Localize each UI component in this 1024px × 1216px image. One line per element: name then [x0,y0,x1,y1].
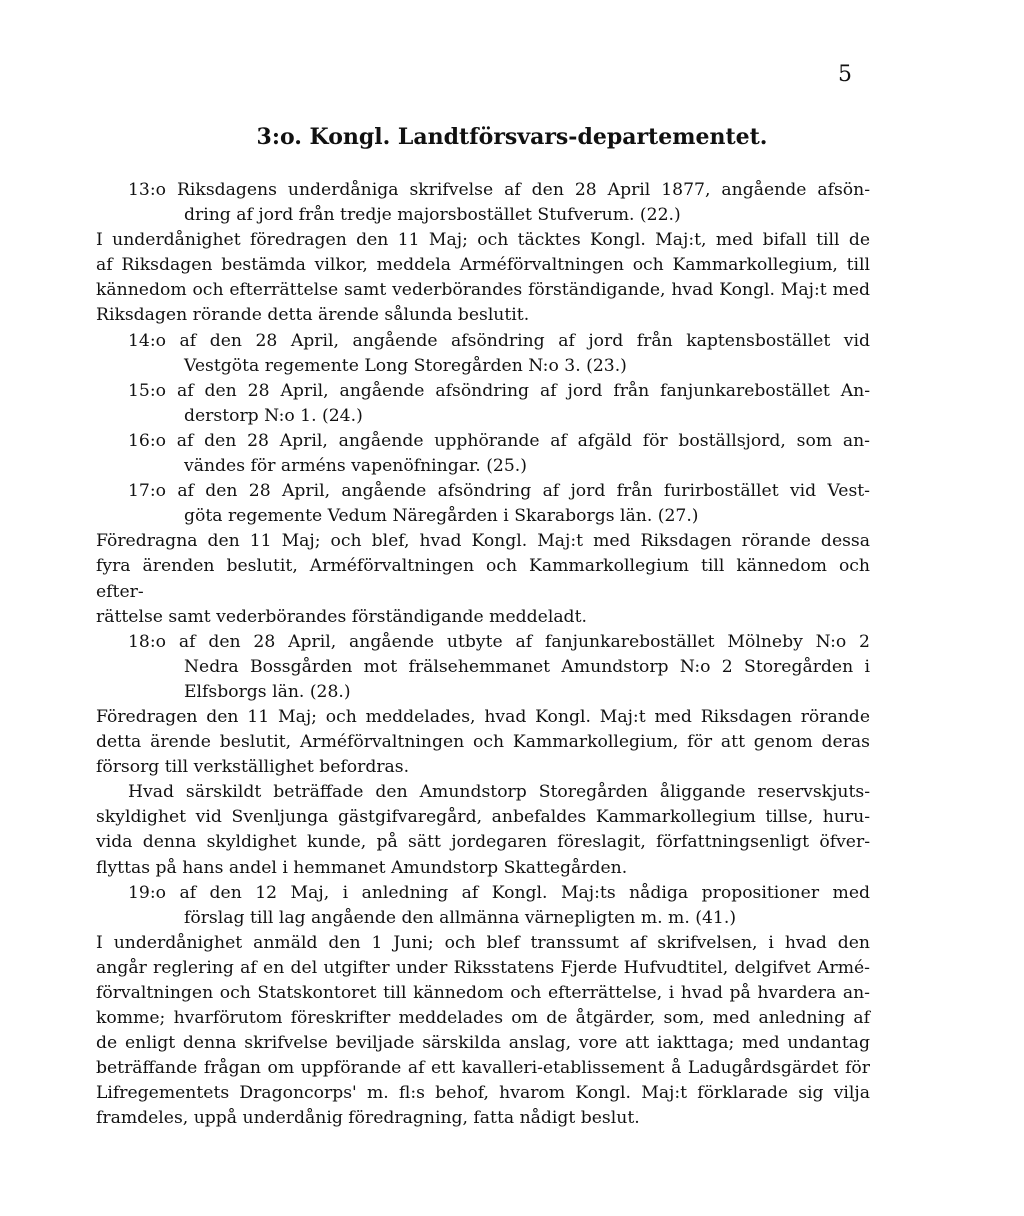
text-line: 13:o Riksdagens underdåniga skrifvelse af den 28 April 1877, angående afsön- [128,180,870,200]
text-line: förslag till lag angående den allmänna värnepligten m. m. (41.) [184,907,737,928]
text-line: komme; hvarförutom föreskrifter meddelades om de åtgärder, som, med anledning af [96,1008,870,1029]
text-line: förvaltningen och Statskontoret till kännedom och efterrättelse, i hvad på hvardera an- [96,983,870,1003]
text-line: vida denna skyldighet kunde, på sätt jordegaren föreslagit, författningsenligt öfver- [96,832,870,853]
text-line: derstorp N:o 1. (24.) [184,405,363,426]
text-line: Föredragna den 11 Maj; och blef, hvad Kongl. Maj:t med Riksdagen rörande dessa [96,531,870,552]
paragraph [96,931,870,1132]
text-line: angår reglering af en del utgifter under Riksstatens Fjerde Hufvudtitel, delgifvet Armé- [96,957,870,978]
paragraph [96,780,870,880]
text-line: I underdånighet anmäld den 1 Juni; och blef transsumt af skrifvelsen, i hvad den [96,932,870,953]
text-line: 14:o af den 28 April, angående afsöndring af jord från kaptensbostället vid [128,330,870,351]
text-line: 17:o af den 28 April, angående afsöndring af jord från furirbostället vid Vest- [128,481,870,502]
document-body [96,178,870,1132]
paragraph [96,379,870,429]
text-line: 19:o af den 12 Maj, i anledning af Kongl. Maj:ts nådiga propositioner med [128,882,870,903]
paragraph [96,705,870,780]
text-line: flyttas på hans andel i hemmanet Amundstorp Skattegården. [96,857,628,878]
paragraph [96,228,870,328]
paragraph [96,429,870,479]
text-line: af Riksdagen bestämda vilkor, meddela Arméförvaltningen och Kammarkollegium, till [96,255,870,276]
text-line: Nedra Bossgården mot frälsehemmanet Amundstorp N:o 2 Storegården i [184,656,870,677]
text-line: 16:o af den 28 April, angående upphörande af afgäld för boställsjord, som an- [128,430,870,451]
text-line: skyldighet vid Svenljunga gästgifvaregård, anbefaldes Kammarkollegium tillse, huru- [96,807,870,828]
paragraph [96,529,870,629]
text-line: fyra ärenden beslutit, Arméförvaltningen och Kammarkollegium till kännedom och efter- [96,556,870,602]
text-line: Hvad särskildt beträffade den Amundstorp Storegården åliggande reservskjuts- [128,782,870,803]
text-line: I underdånighet föredragen den 11 Maj; och täcktes Kongl. Maj:t, med bifall till de [96,230,870,251]
text-line: detta ärende beslutit, Arméförvaltningen och Kammarkollegium, för att genom deras [96,732,870,753]
text-line: de enligt denna skrifvelse beviljade särskilda anslag, vore att iakttaga; med undantag [96,1033,870,1054]
text-line: göta regemente Vedum Näregården i Skaraborgs län. (27.) [184,506,699,527]
text-line: dring af jord från tredje majorsbostället Stufverum. (22.) [184,205,681,226]
text-line: kännedom och efterrättelse samt vederbörandes förständigande, hvad Kongl. Maj:t med [96,280,870,301]
paragraph [96,630,870,705]
paragraph [96,329,870,379]
text-line: Föredragen den 11 Maj; och meddelades, hvad Kongl. Maj:t med Riksdagen rörande [96,706,870,727]
text-line: försorg till verkställighet befordras. [96,757,410,778]
text-line: framdeles, uppå underdånig föredragning, fatta nådigt beslut. [96,1108,640,1129]
text-line: Riksdagen rörande detta ärende sålunda beslutit. [96,305,530,326]
text-line: Elfsborgs län. (28.) [184,681,351,702]
text-line: rättelse samt vederbörandes förständigande meddeladt. [96,606,587,627]
text-line: beträffande frågan om uppförande af ett kavalleri-etablissement å Ladugårdsgärdet för [96,1058,870,1079]
paragraph [96,178,870,228]
paragraph [96,881,870,931]
page-number: 5 [838,62,852,87]
section-heading: 3:o. Kongl. Landtförsvars-departementet. [256,124,768,150]
text-line: Lifregementets Dragoncorps' m. fl:s behof, hvarom Kongl. Maj:t förklarade sig vilja [96,1083,870,1104]
text-line: vändes för arméns vapenöfningar. (25.) [184,456,527,477]
paragraph [96,479,870,529]
text-line: Vestgöta regemente Long Storegården N:o 3. (23.) [184,355,627,376]
text-line: 15:o af den 28 April, angående afsöndring af jord från fanjunkarebostället An- [128,380,870,401]
text-line: 18:o af den 28 April, angående utbyte af fanjunkarebostället Mölneby N:o 2 [128,631,870,652]
